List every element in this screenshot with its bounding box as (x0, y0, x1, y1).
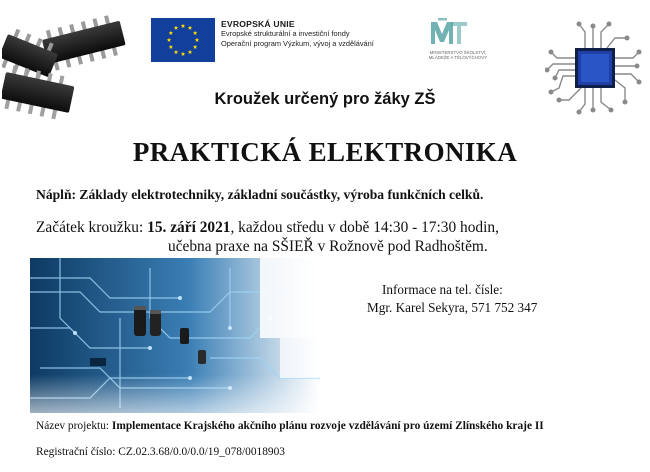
eu-stars-icon (151, 18, 215, 62)
registration-number: Registrační číslo: CZ.02.3.68/0.0/0.0/19_078/0018903 (36, 446, 285, 458)
circuit-board-image (30, 258, 320, 413)
eu-star-icon (174, 25, 179, 29)
page-title: PRAKTICKÁ ELEKTRONIKA (132, 137, 518, 167)
eu-star-icon (195, 38, 200, 42)
contact-person: Mgr. Karel Sekyra, 571 752 347 (367, 300, 538, 315)
eu-line2: Operační program Výzkum, vývoj a vzdělávání (221, 39, 374, 48)
msmt-name-line1: MINISTERSTVO ŠKOLSTVÍ, (429, 50, 487, 55)
eu-flag-logo (151, 18, 215, 62)
eu-star-icon (169, 45, 174, 49)
eu-star-icon (193, 31, 198, 35)
eu-logo-text (221, 19, 374, 49)
eu-title: EVROPSKÁ UNIE (221, 19, 295, 29)
start-info-line2: učebna praxe na SŠIEŘ v Rožnově pod Radhoštěm. (168, 238, 488, 255)
start-rest: , každou středu v době 14:30 - 17:30 hodin, (230, 219, 499, 236)
eu-star-icon (181, 52, 186, 56)
eu-star-icon (169, 31, 174, 35)
start-info-line1 (36, 219, 499, 237)
subtitle: Kroužek určený pro žáky ZŠ (214, 90, 436, 108)
project-info (36, 420, 544, 432)
eu-star-icon (188, 25, 193, 29)
eu-star-icon (167, 38, 172, 42)
eu-star-icon (181, 24, 186, 28)
contact-label: Informace na tel. čísle: (382, 282, 503, 297)
eu-line1: Evropské strukturální a investiční fondy (221, 29, 350, 38)
eu-star-icon (188, 50, 193, 54)
project-label: Název projektu: (36, 420, 112, 432)
eu-star-icon (193, 45, 198, 49)
msmt-name-line2: MLÁDEŽE A TĚLOVÝCHOVY (428, 55, 488, 61)
project-name: Implementace Krajského akčního plánu rozvoje vzdělávání pro území Zlínského kraje II (111, 420, 544, 432)
msmt-name (408, 50, 508, 61)
course-content-text: Náplň: Základy elektrotechniky, základní součástky, výroba funkčních celků. (36, 187, 484, 202)
start-date: 15. září 2021 (147, 219, 231, 236)
eu-star-icon (174, 50, 179, 54)
msmt-logo (429, 18, 469, 48)
start-label: Začátek kroužku: (36, 219, 144, 236)
